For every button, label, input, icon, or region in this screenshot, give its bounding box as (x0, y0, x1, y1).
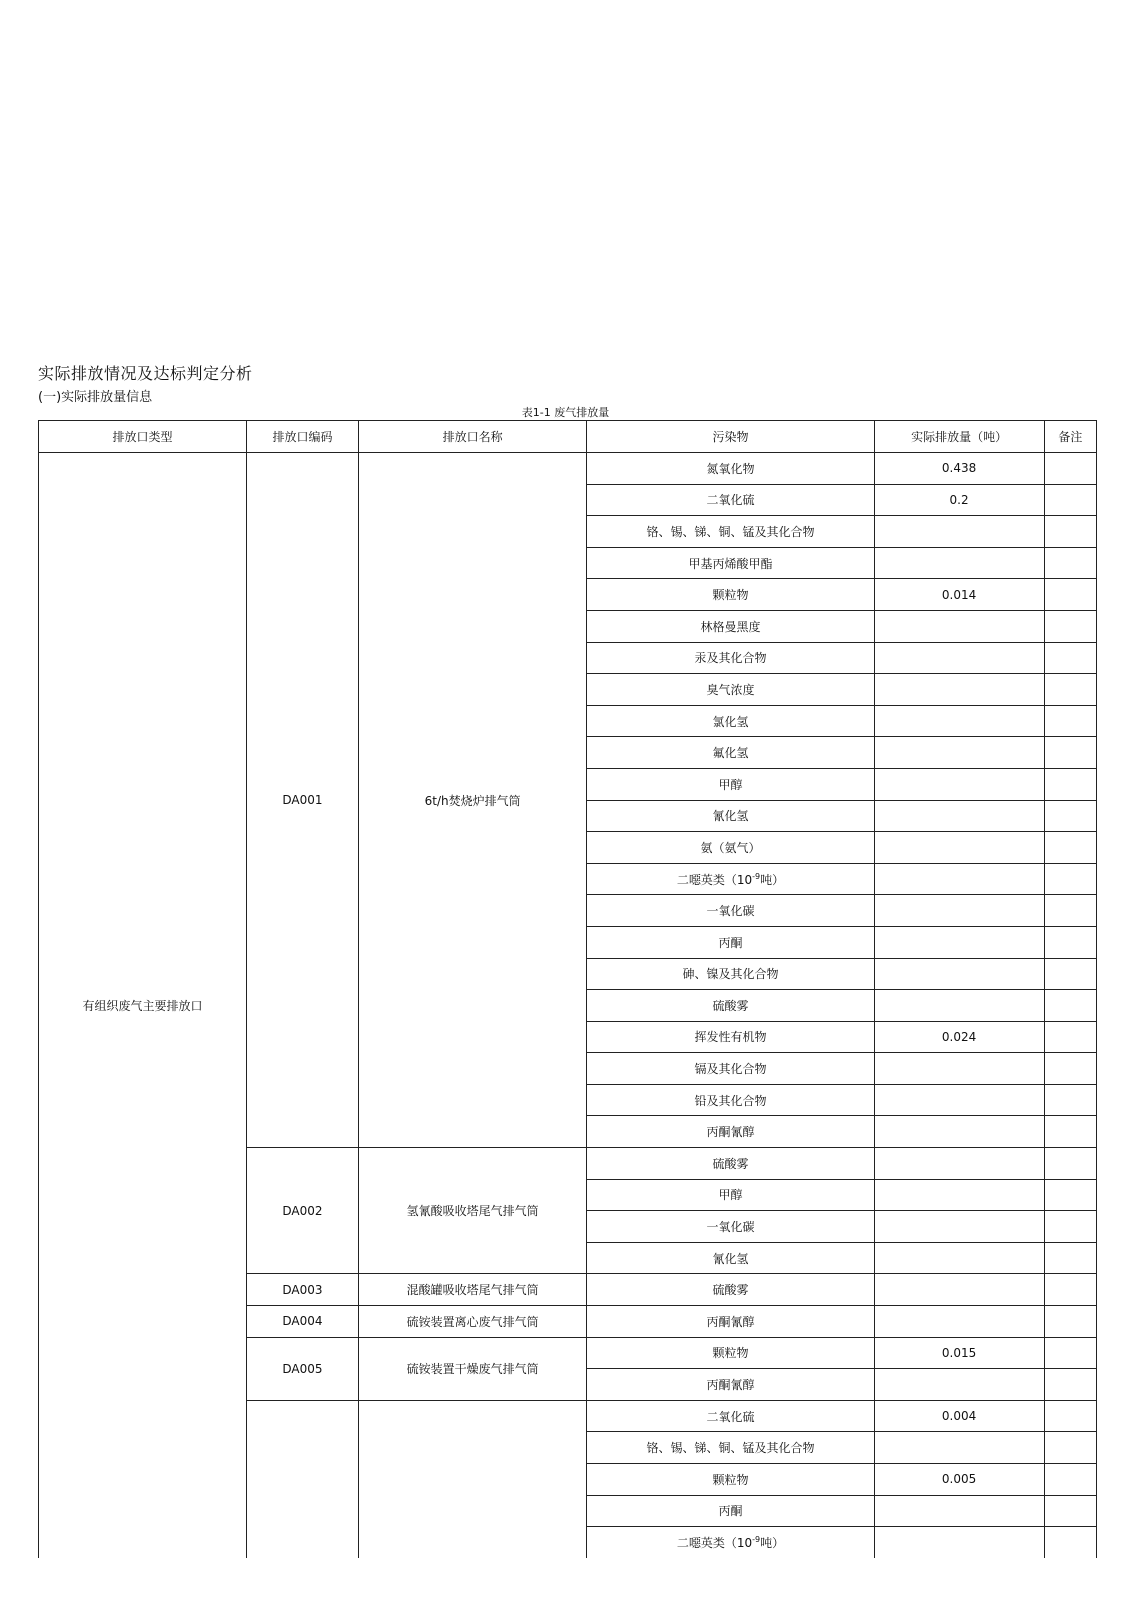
outlet-name-cell: 6t/h焚烧炉排气筒 (358, 453, 587, 1148)
outlet-name-cell: 硫铵装置干燥废气排气筒 (358, 1337, 587, 1400)
remarks-cell (1044, 547, 1096, 579)
remarks-cell (1044, 1369, 1096, 1401)
remarks-cell (1044, 895, 1096, 927)
remarks-cell (1044, 1242, 1096, 1274)
outlet-name-cell (358, 1400, 587, 1558)
pollutant-cell: 一氧化碳 (587, 1211, 874, 1243)
emission-amount-cell (874, 516, 1044, 548)
remarks-cell (1044, 610, 1096, 642)
emission-amount-cell: 0.004 (874, 1400, 1044, 1432)
emission-amount-cell (874, 1053, 1044, 1085)
unit-exponent: -9 (752, 871, 761, 881)
pollutant-cell: 臭气浓度 (587, 674, 874, 706)
emission-amount-cell (874, 832, 1044, 864)
remarks-cell (1044, 674, 1096, 706)
pollutant-cell: 砷、镍及其化合物 (587, 958, 874, 990)
outlet-code-cell (247, 1400, 359, 1558)
emission-amount-cell (874, 1432, 1044, 1464)
emission-amount-cell (874, 642, 1044, 674)
emission-amount-cell: 0.014 (874, 579, 1044, 611)
remarks-cell (1044, 1084, 1096, 1116)
remarks-cell (1044, 1337, 1096, 1369)
pollutant-cell (587, 1527, 874, 1559)
pollutant-cell: 氰化氢 (587, 800, 874, 832)
col-header-outlet-name: 排放口名称 (358, 421, 587, 453)
emission-amount-cell (874, 800, 1044, 832)
pollutant-cell: 氨（氨气） (587, 832, 874, 864)
remarks-cell (1044, 863, 1096, 895)
remarks-cell (1044, 1306, 1096, 1338)
emission-amount-cell: 0.015 (874, 1337, 1044, 1369)
remarks-cell (1044, 453, 1096, 485)
pollutant-cell: 铬、锡、锑、铜、锰及其化合物 (587, 516, 874, 548)
pollutant-cell: 铬、锡、锑、铜、锰及其化合物 (587, 1432, 874, 1464)
pollutant-cell: 铅及其化合物 (587, 1084, 874, 1116)
remarks-cell (1044, 1211, 1096, 1243)
pollutant-cell: 挥发性有机物 (587, 1021, 874, 1053)
remarks-cell (1044, 737, 1096, 769)
pollutant-cell: 丙酮氰醇 (587, 1369, 874, 1401)
pollutant-cell: 颗粒物 (587, 1464, 874, 1496)
remarks-cell (1044, 926, 1096, 958)
remarks-cell (1044, 1464, 1096, 1496)
emission-amount-cell (874, 926, 1044, 958)
pollutant-cell: 一氧化碳 (587, 895, 874, 927)
emission-amount-cell (874, 1495, 1044, 1527)
col-header-outlet-type: 排放口类型 (39, 421, 247, 453)
emission-amount-cell (874, 1242, 1044, 1274)
remarks-cell (1044, 579, 1096, 611)
pollutant-cell: 甲醇 (587, 1179, 874, 1211)
emission-amount-cell: 0.2 (874, 484, 1044, 516)
emission-amount-cell (874, 705, 1044, 737)
emission-amount-cell (874, 863, 1044, 895)
emission-amount-cell (874, 1306, 1044, 1338)
outlet-code-cell: DA001 (247, 453, 359, 1148)
pollutant-name: 二噁英类（10 (676, 1536, 753, 1551)
pollutant-cell: 硫酸雾 (587, 1148, 874, 1180)
remarks-cell (1044, 1116, 1096, 1148)
table-row (39, 453, 1097, 485)
remarks-cell (1044, 516, 1096, 548)
outlet-code-cell: DA003 (247, 1274, 359, 1306)
pollutant-cell: 二氧化硫 (587, 484, 874, 516)
emission-amount-cell (874, 1369, 1044, 1401)
remarks-cell (1044, 484, 1096, 516)
emission-amount-cell (874, 1527, 1044, 1559)
emission-amount-cell (874, 1116, 1044, 1148)
remarks-cell (1044, 768, 1096, 800)
emission-amount-cell (874, 1274, 1044, 1306)
outlet-code-cell: DA004 (247, 1306, 359, 1338)
pollutant-cell: 颗粒物 (587, 579, 874, 611)
pollutant-cell: 氯化氢 (587, 705, 874, 737)
emission-amount-cell (874, 1148, 1044, 1180)
emission-table (38, 420, 1097, 1558)
remarks-cell (1044, 1274, 1096, 1306)
pollutant-cell: 氟化氢 (587, 737, 874, 769)
emission-amount-cell (874, 1084, 1044, 1116)
remarks-cell (1044, 990, 1096, 1022)
pollutant-cell: 氰化氢 (587, 1242, 874, 1274)
pollutant-cell: 丙酮氰醇 (587, 1116, 874, 1148)
remarks-cell (1044, 1495, 1096, 1527)
remarks-cell (1044, 800, 1096, 832)
col-header-pollutant: 污染物 (587, 421, 874, 453)
pollutant-cell: 甲基丙烯酸甲酯 (587, 547, 874, 579)
section-subheading: (一)实际排放量信息 (38, 390, 153, 405)
outlet-name-cell: 氢氰酸吸收塔尾气排气筒 (358, 1148, 587, 1274)
pollutant-cell: 林格曼黑度 (587, 610, 874, 642)
pollutant-cell: 丙酮 (587, 1495, 874, 1527)
remarks-cell (1044, 958, 1096, 990)
remarks-cell (1044, 1179, 1096, 1211)
remarks-cell (1044, 1021, 1096, 1053)
table-header-row (39, 421, 1097, 453)
outlet-name-cell: 硫铵装置离心废气排气筒 (358, 1306, 587, 1338)
emission-amount-cell (874, 610, 1044, 642)
outlet-code-cell: DA005 (247, 1337, 359, 1400)
emission-amount-cell: 0.024 (874, 1021, 1044, 1053)
remarks-cell (1044, 642, 1096, 674)
remarks-cell (1044, 705, 1096, 737)
pollutant-unit-tail: 吨） (760, 1536, 785, 1551)
emission-amount-cell: 0.005 (874, 1464, 1044, 1496)
unit-exponent: -9 (752, 1535, 761, 1545)
outlet-code-cell: DA002 (247, 1148, 359, 1274)
pollutant-cell: 硫酸雾 (587, 990, 874, 1022)
pollutant-name: 二噁英类（10 (676, 872, 753, 887)
pollutant-cell: 丙酮 (587, 926, 874, 958)
emission-amount-cell (874, 895, 1044, 927)
emission-amount-cell (874, 768, 1044, 800)
remarks-cell (1044, 1400, 1096, 1432)
emission-amount-cell (874, 737, 1044, 769)
emission-amount-cell (874, 1211, 1044, 1243)
col-header-remarks: 备注 (1044, 421, 1096, 453)
emission-amount-cell (874, 547, 1044, 579)
remarks-cell (1044, 1432, 1096, 1464)
col-header-emission-amount: 实际排放量（吨） (874, 421, 1044, 453)
pollutant-cell: 硫酸雾 (587, 1274, 874, 1306)
emission-amount-cell (874, 990, 1044, 1022)
remarks-cell (1044, 1053, 1096, 1085)
pollutant-cell (587, 863, 874, 895)
pollutant-cell: 颗粒物 (587, 1337, 874, 1369)
emission-amount-cell (874, 1179, 1044, 1211)
pollutant-cell: 二氧化硫 (587, 1400, 874, 1432)
pollutant-unit-tail: 吨） (760, 872, 785, 887)
pollutant-cell: 汞及其化合物 (587, 642, 874, 674)
remarks-cell (1044, 1148, 1096, 1180)
col-header-outlet-code: 排放口编码 (247, 421, 359, 453)
remarks-cell (1044, 1527, 1096, 1559)
remarks-cell (1044, 832, 1096, 864)
pollutant-cell: 丙酮氰醇 (587, 1306, 874, 1338)
emission-amount-cell: 0.438 (874, 453, 1044, 485)
pollutant-cell: 甲醇 (587, 768, 874, 800)
pollutant-cell: 镉及其化合物 (587, 1053, 874, 1085)
outlet-type-cell: 有组织废气主要排放口 (39, 453, 247, 1559)
pollutant-cell: 氮氧化物 (587, 453, 874, 485)
emission-amount-cell (874, 958, 1044, 990)
emission-amount-cell (874, 674, 1044, 706)
table-caption: 表1-1 废气排放量 (521, 406, 610, 419)
outlet-name-cell: 混酸罐吸收塔尾气排气筒 (358, 1274, 587, 1306)
section-heading: 实际排放情况及达标判定分析 (38, 364, 253, 383)
